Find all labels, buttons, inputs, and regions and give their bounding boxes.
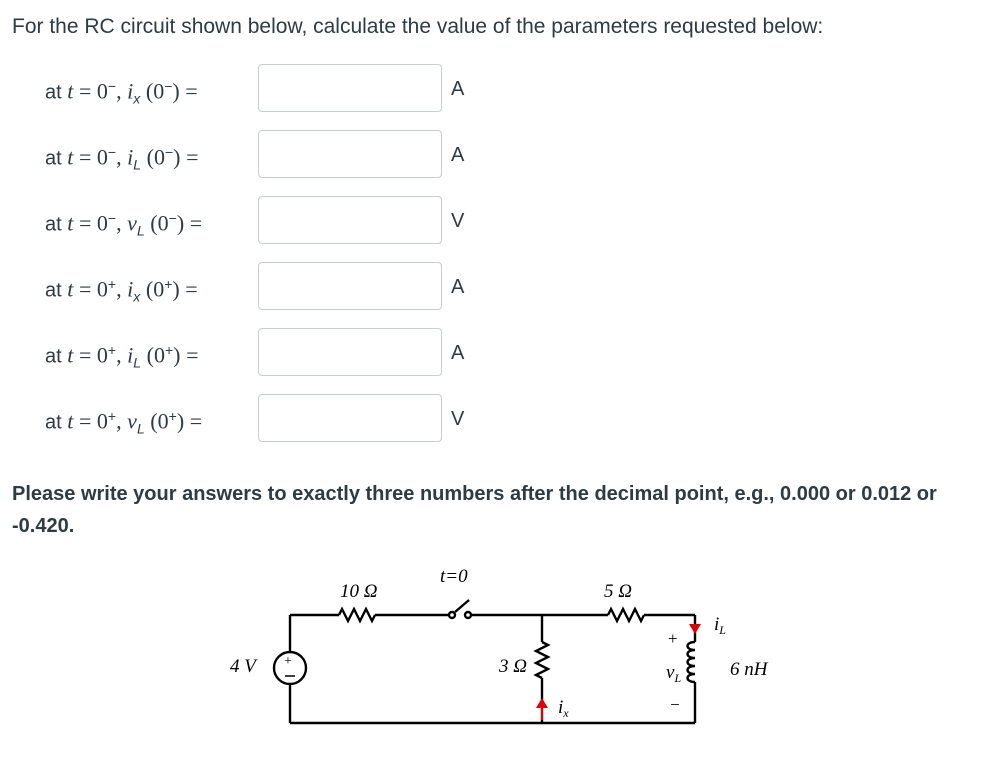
vl-minus: − (670, 695, 680, 714)
row-equation: at t = 0−, $i_x$ (0−) = (45, 78, 198, 107)
r1-label: 10 Ω (340, 581, 378, 602)
switch-label: t=0 (440, 566, 468, 587)
r3-label: 3 Ω (499, 656, 527, 677)
r2-label: 5 Ω (604, 581, 632, 602)
svg-text:+: + (284, 654, 292, 669)
inductor-coil (688, 642, 696, 682)
row-equation: at t = 0+, $i_x$ (0+) = (45, 276, 198, 305)
switch-blade (455, 600, 469, 612)
switch-contact-right (465, 612, 471, 618)
il-arrow (689, 624, 701, 634)
row-equation: at t = 0−, $i_L$ (0−) = (45, 144, 199, 173)
vl-plus: + (668, 629, 678, 648)
unit-label: V (451, 210, 465, 232)
unit-label: A (451, 276, 465, 298)
unit-label: A (451, 78, 465, 100)
switch-contact-left (449, 612, 455, 618)
row-equation: at t = 0+, $i_L$ (0+) = (45, 342, 199, 371)
row-equation: at t = 0+, $v_L$ (0+) = (45, 408, 203, 437)
unit-label: A (451, 342, 465, 364)
resistor-5-ohm (608, 609, 644, 621)
answer-input-il-0-plus[interactable] (258, 328, 442, 376)
answer-format-note: Please write your answers to exactly three numbers after the decimal point, e.g., 0.000 or 0.012 or -0.420. (12, 483, 937, 537)
voltage-source (274, 652, 306, 684)
inductor-label: 6 nH (730, 659, 768, 680)
unit-label: A (451, 144, 465, 166)
answer-input-vl-0-plus[interactable] (258, 394, 442, 442)
il-label: $i_L$ (714, 614, 726, 637)
ix-label: $i_x$ (558, 697, 569, 720)
source-label: 4 V (230, 656, 256, 677)
vl-label: $v_L$ (666, 662, 682, 685)
resistor-10-ohm (339, 609, 375, 621)
resistor-3-ohm (536, 642, 548, 678)
unit-label: V (451, 408, 465, 430)
answer-input-ix-0-minus[interactable] (258, 64, 442, 112)
question-prompt: For the RC circuit shown below, calculate the value of the parameters requested below: (12, 15, 824, 38)
answer-input-ix-0-plus[interactable] (258, 262, 442, 310)
row-equation: at t = 0−, $v_L$ (0−) = (45, 210, 203, 239)
ix-arrow (536, 698, 548, 708)
answer-input-il-0-minus[interactable] (258, 130, 442, 178)
answer-input-vl-0-minus[interactable] (258, 196, 442, 244)
